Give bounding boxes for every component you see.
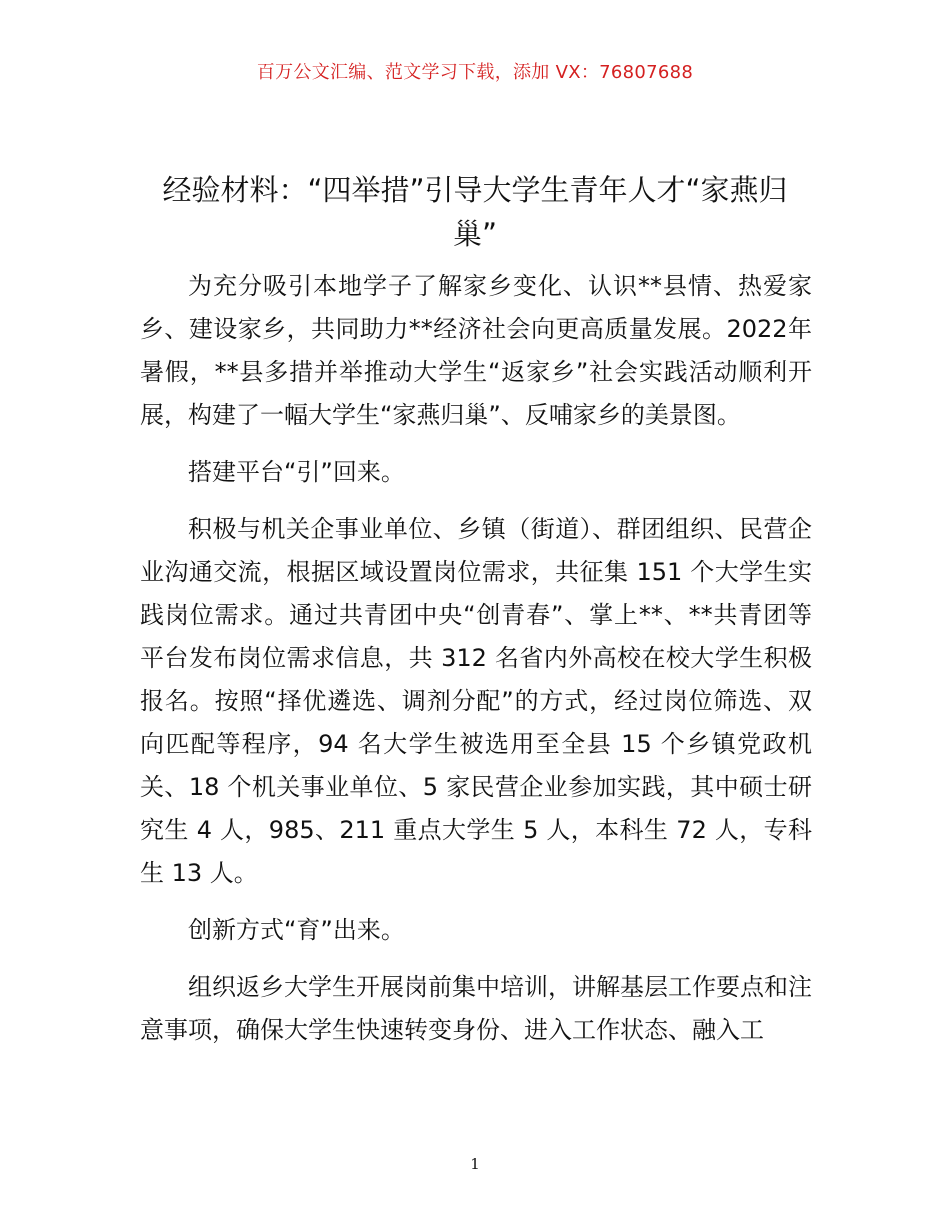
- section-heading-platform: 搭建平台“引”回来。: [188, 458, 405, 486]
- paragraph-intro: 为充分吸引本地学子了解家乡变化、认识**县情、热爱家乡、建设家乡，共同助力**经济社会向更高质量发展。2022年暑假，**县多措并举推动大学生“返家乡”社会实践活动顺利开展，构建了一幅大学生“家燕归巢”、反哺家乡的美景图。: [140, 272, 812, 429]
- document-body: [140, 265, 812, 1066]
- document-title: 经验材料：“四举措”引导大学生青年人才“家燕归巢”: [162, 173, 788, 251]
- header-banner: 百万公文汇编、范文学习下载，添加 VX：76807688: [256, 62, 694, 83]
- section-heading-training: 创新方式“育”出来。: [188, 916, 405, 944]
- page-number: 1: [470, 1155, 480, 1173]
- paragraph-training: 组织返乡大学生开展岗前集中培训，讲解基层工作要点和注意事项，确保大学生快速转变身份、进入工作状态、融入工: [140, 973, 812, 1044]
- paragraph-platform: 积极与机关企事业单位、乡镇（街道）、群团组织、民营企业沟通交流，根据区域设置岗位需求，共征集 151 个大学生实践岗位需求。通过共青团中央“创青春”、掌上**、**共青团等平台发布岗位需求信息，共 312 名省内外高校在校大学生积极报名。按照“择优遴选、调剂分配”的方式，经过岗位筛选、双向匹配等程序，94 名大学生被选用至全县 15 个乡镇党政机关、18 个机关事业单位、5 家民营企业参加实践，其中硕士研究生 4 人，985、211 重点大学生 5 人，本科生 72 人，专科生 13 人。: [140, 515, 812, 887]
